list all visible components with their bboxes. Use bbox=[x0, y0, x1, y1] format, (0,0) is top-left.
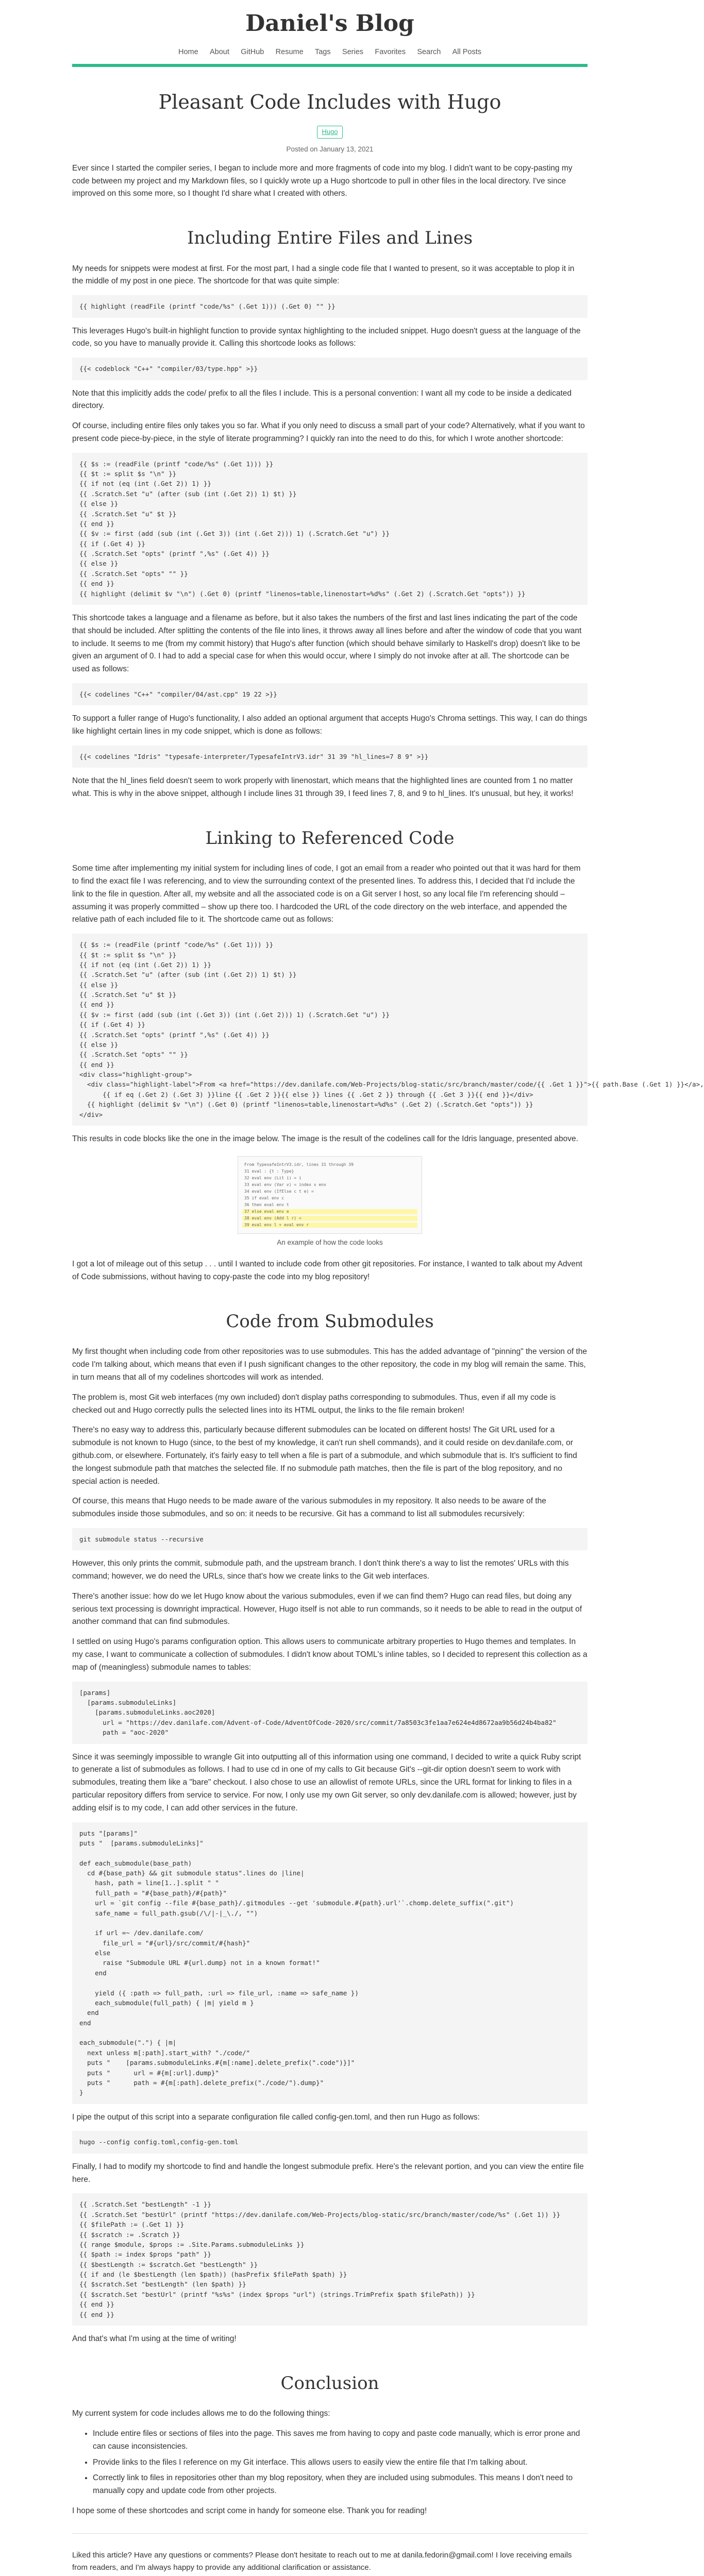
paragraph: Finally, I had to modify my shortcode to find and handle the longest submodule prefix. Here's the relevant portion, and you can view the entire file here. bbox=[72, 2162, 584, 2184]
paragraph: My first thought when including code from other repositories was to use submodules. This has the added advantage of "pinning" the version of the code I'm talking about, which means that even if I push significant changes to the other repository, the code in my blog will remain the same. This, in turn means that all of my codelines shortcodes will work as intended. bbox=[72, 1347, 588, 1382]
paragraph: And that's what I'm using at the time of writing! bbox=[72, 2334, 237, 2343]
code-block: {{ .Scratch.Set "bestLength" -1 }} {{ .Scratch.Set "bestUrl" (printf "https://dev.danilafe.com/Web-Projects/blog-static/src/branch/master/code/%s" (.Get 1)) }} {{ $filePath := (.Get 1) }} {{ $scratch := .Scratch }} {{ range $module, $props := .Site.Params.submoduleLinks }} {{ $path := index $props "path" }} {{ $bestLength := $scratch.Get "bestLength" }} {{ if and (le $bestLength (len $path)) (hasPrefix $filePath $path) }} {{ $scratch.Set "bestLength" (len $path) }} {{ $scratch.Set "bestUrl" (printf "%s%s" (index $props "url") (strings.TrimPrefix $path $filePath)) }} {{ end }} {{ end }} bbox=[72, 2193, 588, 2326]
footer-divider bbox=[72, 2533, 588, 2534]
paragraph: Note that this implicitly adds the code/ prefix to all the files I include. This is a personal convention: I want all my code to be inside a dedicated directory. bbox=[72, 388, 572, 411]
paragraph: I pipe the output of this script into a separate configuration file called config-gen.toml, and then run Hugo as follows: bbox=[72, 2112, 480, 2122]
list-item: • Include entire files or sections of files into the page. This saves me from having to copy and paste code manually, which is error prone and can cause inconsistencies. bbox=[93, 2428, 588, 2453]
paragraph: However, this only prints the commit, submodule path, and the upstream branch. I don't think there's a way to list the remotes' URLs with this command; however, we do need the URLs, since that's how we create links to the Git web interfaces. bbox=[72, 1559, 569, 1581]
section-heading: Linking to Referenced Code bbox=[205, 827, 455, 849]
site-header bbox=[72, 0, 588, 67]
code-block: git submodule status --recursive bbox=[72, 1528, 588, 1550]
paragraph: My needs for snippets were modest at first. For the most part, I had a single code file that I wanted to present, so it was acceptable to plop it in the middle of my post in one piece. The shortcode for that was quite simple: bbox=[72, 264, 575, 286]
paragraph: The problem is, most Git web interfaces (my own included) don't display paths corresponding to submodules. Thus, even if all my code is checked out and Hugo correctly pulls the selected lines into its HTML output, the links to the file remain broken! bbox=[72, 1393, 556, 1415]
code-example-image bbox=[238, 1156, 422, 1234]
section-heading: Conclusion bbox=[280, 2372, 379, 2394]
paragraph: Note that the hl_lines field doesn't seem to work properly with linenostart, which means that the highlighted lines are counted from 1 no matter what. This is why in the above snippet, although I include lines 31 through 39, I feed lines 7, 8, and 9 to hl_lines. It's unusual, but hey, it works! bbox=[72, 776, 574, 799]
nav-tags[interactable]: Tags bbox=[314, 47, 331, 56]
figure-code-line: 36 then eval env t bbox=[244, 1202, 289, 1207]
figure-label: From TypesafeIntrV3.idr, lines 31 through 39 bbox=[244, 1162, 354, 1167]
nav-series[interactable]: Series bbox=[342, 47, 364, 56]
figure-code-line: 35 if eval env c bbox=[244, 1195, 284, 1200]
nav-github[interactable]: GitHub bbox=[241, 47, 264, 56]
nav-all-posts[interactable]: All Posts bbox=[452, 47, 481, 56]
nav-resume[interactable]: Resume bbox=[275, 47, 304, 56]
page bbox=[72, 0, 704, 2576]
post-content bbox=[72, 162, 704, 2574]
paragraph: My current system for code includes allows me to do the following things: bbox=[72, 2409, 330, 2418]
figure-caption: An example of how the code looks bbox=[277, 1238, 383, 1246]
tag-hugo[interactable]: Hugo bbox=[317, 126, 342, 139]
nav-search[interactable]: Search bbox=[417, 47, 441, 56]
paragraph: To support a fuller range of Hugo's functionality, I also added an optional argument that accepts Hugo's Chroma settings. This way, I can do things like highlight certain lines in my code snippet, which is done as follows: bbox=[72, 714, 588, 736]
post-date: Posted on January 13, 2021 bbox=[286, 145, 374, 154]
nav-home[interactable]: Home bbox=[178, 47, 198, 56]
paragraph: Of course, this means that Hugo needs to be made aware of the various submodules in my repository. It also needs to be aware of the submodules inside those submodules, and so on: it needs to be recursive. Git has a command to list all submodules recursively: bbox=[72, 1497, 546, 1519]
code-block: [params] [params.submoduleLinks] [params.submoduleLinks.aoc2020] url = "https://dev.danilafe.com/Advent-of-Code/AdventOfCode-2020/src/commit/7a8503c3fe1aa7e624e4d8672aa9b56d24b4ba82" path = "aoc-2020" bbox=[72, 1682, 588, 1744]
paragraph: Some time after implementing my initial system for including lines of code, I got an email from a reader who pointed out that it was hard for them to find the exact file I was referencing, and to view the surrounding context of the presented lines. To address this, I decided that I'd include the link to the file in question. After all, my website and all the associated code is on a Git server I host, so any local file I'm referencing should – assuming it was properly committed – show up there too. I hardcoded the URL of the code directory on the web interface, and appended the relative path of each included file to it. The shortcode came out as follows: bbox=[72, 864, 581, 924]
paragraph: This shortcode takes a language and a filename as before, but it also takes the numbers of the first and last lines indicating the part of the code that should be included. After splitting the contents of the file into lines, it throws away all lines before and after the window of code that you want to include. It seems to me (from my commit history) that Hugo's after function (which should behave similarly to Haskell's drop) doesn't like to be given an argument of 0. I had to add a special case for when this would occur, where I simply do not invoke after at all. The shortcode can be used as follows: bbox=[72, 613, 582, 674]
paragraph: I settled on using Hugo's params configuration option. This allows users to communicate arbitrary properties to Hugo themes and templates. In my case, I want to communicate a collection of submodules. I didn't know about TOML's inline tables, so I decided to represent this collection as a map of (meaningless) submodule names to tables: bbox=[72, 1637, 588, 1672]
code-example-figure bbox=[72, 1156, 588, 1248]
paragraph: This leverages Hugo's built-in highlight function to provide syntax highlighting to the included snippet. Hugo doesn't guess at the language of the code, so you have to manually provide it. Calling this shortcode looks as follows: bbox=[72, 326, 581, 348]
top-nav bbox=[72, 46, 588, 59]
section-heading: Including Entire Files and Lines bbox=[187, 228, 473, 249]
list-item: • Provide links to the files I reference on my Git interface. This allows users to easily view the entire file that I'm talking about. bbox=[93, 2456, 588, 2469]
figure-code-line: 31 eval : {t : Type} bbox=[244, 1168, 294, 1174]
section-heading: Code from Submodules bbox=[226, 1311, 434, 1332]
code-block: {{< codelines "C++" "compiler/04/ast.cpp" 19 22 >}} bbox=[72, 683, 588, 705]
paragraph: There's another issue: how do we let Hugo know about the various submodules, even if we can find them? Hugo can read files, but doing any serious text processing is downright impractical. However, Hugo itself is not able to run commands, so it needs to be able to read in the output of another command that can find submodules. bbox=[72, 1591, 582, 1626]
code-block: {{< codeblock "C++" "compiler/03/type.hpp" >}} bbox=[72, 358, 588, 380]
code-block: {{ highlight (readFile (printf "code/%s" (.Get 1))) (.Get 0) "" }} bbox=[72, 295, 588, 317]
intro-paragraph: Ever since I started the compiler series, I began to include more and more fragments of code into my blog. I didn't want to be copy-pasting my code between my project and my Markdown files, so I quickly wrote up a Hugo shortcode to pull in other files in the local directory. I've since improved on this some more, so I thought I'd share what I created with others. bbox=[72, 163, 573, 198]
header-divider bbox=[72, 64, 588, 67]
paragraph: I hope some of these shortcodes and script come in handy for someone else. Thank you for reading! bbox=[72, 2506, 427, 2515]
paragraph: This results in code blocks like the one in the image below. The image is the result of the codelines call for the Idris language, presented above. bbox=[72, 1134, 578, 1143]
paragraph: Since it was seemingly impossible to wrangle Git into outputting all of this information using one command, I decided to write a quick Ruby script to generate a list of submodules as follows. I had to use cd in one of my calls to Git because Git's --git-dir option doesn't seem to work with submodules, treating them like a "bare" checkout. I also chose to use an allowlist of remote URLs, since the URL format for linking to files in a particular repository differs from service to service. For now, I only use my own Git server, so only dev.danilafe.com is allowed; however, just by adding elsif is to my code, I can add other services in the future. bbox=[72, 1752, 581, 1812]
figure-code-line-highlighted: 39 eval env l + eval env r bbox=[242, 1223, 417, 1228]
code-block: puts "[params]" puts " [params.submoduleLinks]" def each_submodule(base_path) cd #{base_path} && git submodule status".lines do |line| hash, path = line[1..].split " " full_path = "#{base_path}/#{path}" url = `git config --file #{base_path}/.gitmodules --get 'submodule.#{path}.url'`.chomp.delete_suffix(".git") safe_name = full_path.gsub(/\/|-|_\./, "") if url =~ /dev.danilafe.com/ file_url = "#{url}/src/commit/#{hash}" else raise "Submodule URL #{url.dump} not in a known format!" end yield ({ :path => full_path, :url => file_url, :name => safe_name }) each_submodule(full_path) { |m| yield m } end end each_submodule(".") { |m| next unless m[:path].start_with? "./code/" puts " [params.submoduleLinks.#{m[:name].delete_prefix(".code")}]" puts " url = #{m[:url].dump}" puts " path = #{m[:path].delete_prefix("./code/").dump}" } bbox=[72, 1822, 588, 2104]
paragraph: I got a lot of mileage out of this setup . . . until I wanted to include code from other git repositories. For instance, I wanted to talk about my Advent of Code submissions, without having to copy-paste the code into my blog repository! bbox=[72, 1260, 582, 1282]
nav-favorites[interactable]: Favorites bbox=[375, 47, 406, 56]
code-block: {{ $s := (readFile (printf "code/%s" (.Get 1))) }} {{ $t := split $s "\n" }} {{ if not (eq (int (.Get 2)) 1) }} {{ .Scratch.Set "u" (after (sub (int (.Get 2)) 1) $t) }} {{ else }} {{ .Scratch.Set "u" $t }} {{ end }} {{ $v := first (add (sub (int (.Get 3)) (int (.Get 2))) 1) (.Scratch.Get "u") }} {{ if (.Get 4) }} {{ .Scratch.Set "opts" (printf ",%s" (.Get 4)) }} {{ else }} {{ .Scratch.Set "opts" "" }} {{ end }} <div class="highlight-group"> <div class="highlight-label">From <a href="https://dev.danilafe.com/Web-Projects/blog-static/src/branch/master/code/{{ .Get 1 }}">{{ path.Base (.Get 1) }}</a>, {{ if eq (.Get 2) (.Get 3) }}line {{ .Get 2 }}{{ else }} lines {{ .Get 2 }} through {{ .Get 3 }}{{ end }}</div> {{ highlight (delimit $v "\n") (.Get 0) (printf "linenos=table,linenostart=%d%s" (.Get 2) (.Scratch.Get "opts")) }} </div> bbox=[72, 934, 588, 1126]
post-title: Pleasant Code Includes with Hugo bbox=[158, 90, 501, 113]
nav-about[interactable]: About bbox=[210, 47, 229, 56]
feature-list bbox=[82, 2428, 588, 2498]
site-title[interactable]: Daniel's Blog bbox=[245, 10, 414, 37]
figure-code-line: 34 eval env (IfElse c t e) = bbox=[244, 1189, 314, 1194]
figure-code-line: 32 eval env (Lit i) = i bbox=[244, 1175, 301, 1180]
code-block: {{ $s := (readFile (printf "code/%s" (.Get 1))) }} {{ $t := split $s "\n" }} {{ if not (eq (int (.Get 2)) 1) }} {{ .Scratch.Set "u" (after (sub (int (.Get 2)) 1) $t) }} {{ else }} {{ .Scratch.Set "u" $t }} {{ end }} {{ $v := first (add (sub (int (.Get 3)) (int (.Get 2))) 1) (.Scratch.Get "u") }} {{ if (.Get 4) }} {{ .Scratch.Set "opts" (printf ",%s" (.Get 4)) }} {{ else }} {{ .Scratch.Set "opts" "" }} {{ end }} {{ highlight (delimit $v "\n") (.Get 0) (printf "linenos=table,linenostart=%d%s" (.Get 2) (.Scratch.Get "opts")) }} bbox=[72, 453, 588, 605]
tag-list bbox=[72, 126, 588, 139]
code-block: {{< codelines "Idris" "typesafe-interpreter/TypesafeIntrV3.idr" 31 39 "hl_lines=7 8 9" >}} bbox=[72, 745, 588, 768]
paragraph: There's no easy way to address this, particularly because different submodules can be located on different hosts! The Git URL used for a submodule is not known to Hugo (since, to the best of my knowledge, it can't run shell commands), and it could reside on dev.danilafe.com, or github.com, or elsewhere. Fortunately, it's fairly easy to tell when a file is part of a submodule, and which submodule that is. It's sufficient to find the longest submodule path that matches the selected file. If no submodule path matches, then the file is part of the blog repository, and no special action is needed. bbox=[72, 1426, 577, 1486]
list-item: • Correctly link to files in repositories other than my blog repository, when they are included using submodules. This means I don't need to manually copy and update code from other projects. bbox=[93, 2472, 588, 2498]
paragraph: Of course, including entire files only takes you so far. What if you only need to discuss a small part of your code? Alternatively, what if you want to present code piece-by-piece, in the style of literate programming? I quickly ran into the need to do this, for which I wrote another shortcode: bbox=[72, 421, 585, 443]
figure-code-line-highlighted: 37 else eval env e bbox=[242, 1209, 417, 1214]
contact-note: Liked this article? Have any questions or comments? Please don't hesitate to reach out to me at danila.fedorin@gmail.com! I love receiving emails from readers, and I'm always happy to provide any additional clarification or assistance. bbox=[72, 2550, 572, 2572]
code-block: hugo --config config.toml,config-gen.toml bbox=[72, 2131, 588, 2153]
figure-code-line: 33 eval env (Var v) = index v env bbox=[244, 1182, 326, 1187]
figure-code-line-highlighted: 38 eval env (Add l r) = bbox=[242, 1216, 417, 1221]
